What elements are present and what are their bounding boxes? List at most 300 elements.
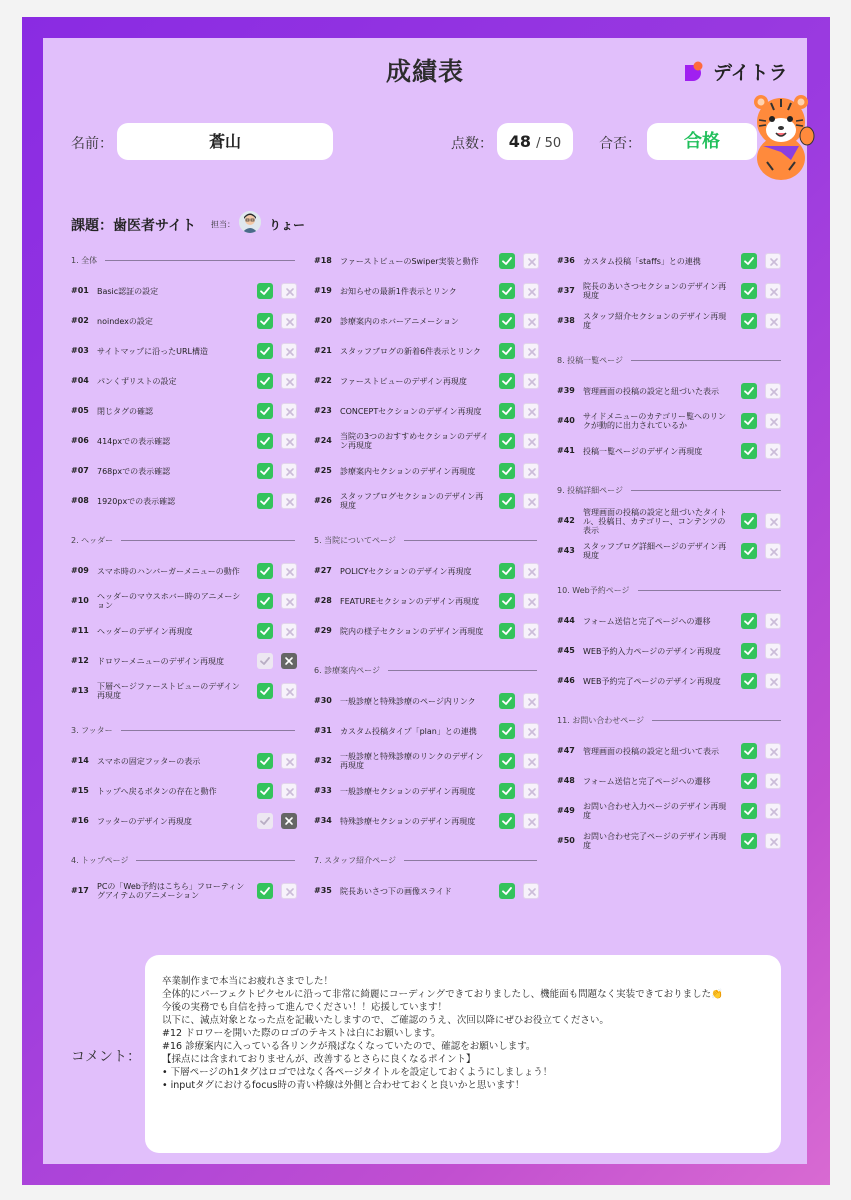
item-number: #27: [314, 566, 332, 575]
section-title: 7. スタッフ紹介ページ: [314, 856, 397, 865]
item-number: #41: [557, 446, 575, 455]
section-title: 3. フッター: [71, 726, 113, 735]
section-divider: [121, 730, 295, 731]
checklist-item: [314, 433, 539, 449]
item-text: CONCEPTセクションのデザイン再現度: [340, 406, 482, 416]
item-text: スタッフブログの新着6件表示とリンク: [340, 346, 481, 356]
comment-line: 【採点には含まれておりませんが、改善するとさらに良くなるポイント】: [162, 1054, 476, 1065]
fail-cross-icon: [523, 373, 539, 389]
fail-cross-icon: [281, 313, 297, 329]
item-text: 下層ページファーストビューのデザイン再現度: [97, 682, 240, 700]
checklist-item: [557, 833, 781, 849]
fail-cross-icon: [281, 403, 297, 419]
pass-check-icon: [741, 643, 757, 659]
item-number: #39: [557, 386, 575, 395]
item-number: #36: [557, 256, 575, 265]
item-number: #31: [314, 726, 332, 735]
item-text: フッターのデザイン再現度: [97, 816, 192, 826]
comment-line: 以下に、減点対象となった点を記載いたしますので、ご確認のうえ、次回以降にぜひお役立てください。: [162, 1015, 609, 1026]
section-divider: [631, 490, 781, 491]
pass-check-icon: [741, 253, 757, 269]
checklist-item: [71, 683, 297, 699]
fail-cross-icon: [523, 253, 539, 269]
item-number: #08: [71, 496, 89, 505]
section-header: [71, 855, 295, 866]
item-text: 当院の3つのおすすめセクションのデザイン再現度: [340, 432, 489, 450]
pass-check-icon: [257, 433, 273, 449]
fail-cross-icon: [281, 373, 297, 389]
name-label: 名前：: [71, 136, 113, 152]
fail-cross-icon: [281, 883, 297, 899]
tutor-avatar: [239, 211, 261, 233]
pass-check-icon: [741, 743, 757, 759]
item-text: 一般診療と特殊診療のページ内リンク: [340, 696, 476, 706]
item-text: 管理画面の投稿の設定と紐づいたタイトル、投稿日、カテゴリー、コンテンツの表示: [583, 507, 727, 535]
fail-cross-icon: [765, 613, 781, 629]
score-value-box: [497, 123, 573, 160]
section-header: [71, 535, 295, 546]
item-text: noindexの設定: [97, 316, 153, 326]
checklist-item: [557, 543, 781, 559]
checklist-item: [314, 463, 539, 479]
item-number: #06: [71, 436, 89, 445]
checklist-item: [557, 383, 781, 399]
item-number: #03: [71, 346, 89, 355]
pass-check-icon: [257, 653, 273, 669]
item-text: PCの「Web予約はこちら」フローティングアイテムのアニメーション: [97, 882, 245, 900]
pass-check-icon: [257, 783, 273, 799]
pass-check-icon: [741, 313, 757, 329]
section-divider: [404, 860, 537, 861]
fail-cross-icon: [523, 343, 539, 359]
item-number: #38: [557, 316, 575, 325]
pass-check-icon: [257, 563, 273, 579]
pass-check-icon: [499, 783, 515, 799]
item-number: #26: [314, 496, 332, 505]
checklist-item: [314, 693, 539, 709]
item-number: #21: [314, 346, 332, 355]
item-text: ファーストビューのSwiper実装と動作: [340, 256, 479, 266]
fail-cross-icon: [523, 563, 539, 579]
checklist-item: [557, 443, 781, 459]
item-text: スタッフブログ詳細ページのデザイン再現度: [583, 542, 727, 560]
pass-check-icon: [499, 753, 515, 769]
checklist-item: [314, 783, 539, 799]
checklist-item: [71, 753, 297, 769]
item-text: 一般診療セクションのデザイン再現度: [340, 786, 476, 796]
logo: [683, 58, 788, 85]
section-header: [71, 725, 295, 736]
item-text: Basic認証の設定: [97, 286, 159, 296]
pass-check-icon: [257, 813, 273, 829]
checklist-item: [557, 613, 781, 629]
checklist-item: [314, 493, 539, 509]
score-sheet: [43, 38, 807, 1164]
pass-check-icon: [741, 673, 757, 689]
pass-check-icon: [741, 413, 757, 429]
fail-cross-icon: [765, 383, 781, 399]
fail-cross-icon: [765, 313, 781, 329]
item-text: お問い合わせ入力ページのデザイン再現度: [583, 802, 727, 820]
item-number: #45: [557, 646, 575, 655]
pass-check-icon: [499, 563, 515, 579]
item-text: スマホの固定フッターの表示: [97, 756, 201, 766]
pass-check-icon: [499, 283, 515, 299]
checklist-item: [314, 313, 539, 329]
fail-cross-icon: [765, 803, 781, 819]
section-header: [557, 355, 781, 366]
section-divider: [652, 720, 781, 721]
checklist-item: [314, 753, 539, 769]
section-title: 10. Web予約ページ: [557, 586, 630, 595]
pass-check-icon: [741, 283, 757, 299]
item-number: #34: [314, 816, 332, 825]
item-text: トップへ戻るボタンの存在と動作: [97, 786, 217, 796]
section-header: [557, 485, 781, 496]
fail-cross-icon: [765, 443, 781, 459]
fail-cross-icon: [765, 543, 781, 559]
pass-label: 合否：: [599, 136, 641, 152]
item-text: スタッフ紹介セクションのデザイン再現度: [583, 312, 727, 330]
name-value: 蒼山: [117, 123, 333, 160]
fail-cross-icon: [523, 463, 539, 479]
item-number: #17: [71, 886, 89, 895]
section-divider: [121, 540, 295, 541]
score-value: 48: [508, 132, 532, 151]
item-text: パンくずリストの設定: [97, 376, 177, 386]
fail-cross-icon: [281, 493, 297, 509]
pass-check-icon: [257, 313, 273, 329]
pass-check-icon: [499, 313, 515, 329]
item-text: カスタム投稿「staffs」との連携: [583, 256, 701, 266]
item-text: サイドメニューのカテゴリー覧へのリンクが動的に出力されているか: [583, 412, 727, 430]
item-number: #22: [314, 376, 332, 385]
item-number: #15: [71, 786, 89, 795]
section-title: 2. ヘッダー: [71, 536, 114, 545]
item-text: フォーム送信と完了ページへの遷移: [583, 616, 711, 626]
logo-text: デイトラ: [713, 62, 788, 84]
pass-check-icon: [741, 773, 757, 789]
item-text: お知らせの最新1件表示とリンク: [340, 286, 457, 296]
item-text: フォーム送信と完了ページへの遷移: [583, 776, 711, 786]
section-header: [557, 585, 781, 596]
item-text: 管理画面の投稿の設定と紐づいて表示: [583, 746, 719, 756]
fail-cross-icon: [523, 403, 539, 419]
fail-cross-icon: [281, 563, 297, 579]
pass-check-icon: [499, 253, 515, 269]
item-number: #01: [71, 286, 89, 295]
section-divider: [105, 260, 295, 261]
item-number: #44: [557, 616, 575, 625]
checklist-item: [557, 643, 781, 659]
fail-cross-icon: [281, 283, 297, 299]
section-header: [557, 715, 781, 726]
checklist-item: [314, 403, 539, 419]
fail-cross-icon: [281, 653, 297, 669]
item-number: #29: [314, 626, 332, 635]
item-number: #37: [557, 286, 575, 295]
checklist-item: [314, 253, 539, 269]
item-text: 診療案内セクションのデザイン再現度: [340, 466, 476, 476]
pass-check-icon: [741, 383, 757, 399]
fail-cross-icon: [523, 593, 539, 609]
score-label: 点数：: [451, 136, 493, 152]
item-number: #14: [71, 756, 89, 765]
fail-cross-icon: [523, 283, 539, 299]
comment-line: #16 診療案内に入っている各リンクが飛ばなくなっていたので、確認をお願いします。: [162, 1041, 536, 1052]
tutor-label: 担当：: [211, 220, 235, 229]
item-text: サイトマップに沿ったURL構造: [97, 346, 208, 356]
pass-check-icon: [499, 813, 515, 829]
pass-check-icon: [741, 513, 757, 529]
fail-cross-icon: [523, 493, 539, 509]
item-text: 投稿一覧ページのデザイン再現度: [583, 446, 703, 456]
score-total: / 50: [536, 136, 562, 151]
checklist-item: [557, 803, 781, 819]
checklist-item: [71, 783, 297, 799]
fail-cross-icon: [523, 433, 539, 449]
pass-check-icon: [499, 593, 515, 609]
checklist-item: [314, 373, 539, 389]
comment-line: • 下層ページのh1タグはロゴではなく各ページタイトルを設定しておくようにしましょう！: [162, 1067, 553, 1078]
section-divider: [631, 360, 781, 361]
item-number: #04: [71, 376, 89, 385]
pass-check-icon: [741, 613, 757, 629]
tiger-mascot-icon: [747, 90, 815, 180]
daytra-logo-icon: [683, 61, 705, 83]
fail-cross-icon: [281, 343, 297, 359]
pass-check-icon: [499, 373, 515, 389]
checklist-item: [557, 773, 781, 789]
section-divider: [388, 670, 537, 671]
item-text: 管理画面の投稿の設定と紐づいた表示: [583, 386, 719, 396]
pass-check-icon: [499, 403, 515, 419]
fail-cross-icon: [765, 643, 781, 659]
item-text: スマホ時のハンバーガーメニューの動作: [97, 566, 240, 576]
item-text: ドロワーメニューのデザイン再現度: [97, 656, 225, 666]
checklist-item: [314, 593, 539, 609]
item-number: #13: [71, 686, 89, 695]
fail-cross-icon: [765, 513, 781, 529]
item-number: #43: [557, 546, 575, 555]
item-text: FEATUREセクションのデザイン再現度: [340, 596, 480, 606]
comment-line: • inputタグにおけるfocus時の青い枠線は外側と合わせておくと良いかと思います！: [162, 1080, 525, 1091]
fail-cross-icon: [765, 833, 781, 849]
item-text: 院長あいさつ下の画像スライド: [340, 886, 452, 896]
fail-cross-icon: [281, 813, 297, 829]
item-text: 診療案内のホバーアニメーション: [340, 316, 459, 326]
fail-cross-icon: [523, 883, 539, 899]
item-number: #10: [71, 596, 89, 605]
fail-cross-icon: [765, 253, 781, 269]
fail-cross-icon: [765, 773, 781, 789]
comment-line: 全体的にパーフェクトピクセルに沿って非常に綺麗にコーディングできておりましたし、機能面も問題なく実装できておりました👏: [162, 989, 723, 1000]
item-text: WEB予約完了ページのデザイン再現度: [583, 676, 721, 686]
checklist-item: [557, 507, 781, 535]
comment-line: 今後の実務でも自信を持って進んでください！！応援しています！: [162, 1002, 448, 1013]
pass-check-icon: [741, 803, 757, 819]
fail-cross-icon: [523, 693, 539, 709]
checklist-item: [557, 313, 781, 329]
pass-check-icon: [257, 373, 273, 389]
section-header: [71, 255, 295, 266]
item-number: #35: [314, 886, 332, 895]
item-number: #47: [557, 746, 575, 755]
checklist-item: [71, 463, 297, 479]
pass-check-icon: [499, 723, 515, 739]
pass-check-icon: [257, 493, 273, 509]
pass-check-icon: [257, 463, 273, 479]
section-title: 8. 投稿一覧ページ: [557, 356, 624, 365]
checklist-item: [557, 673, 781, 689]
pass-check-icon: [257, 283, 273, 299]
item-number: #28: [314, 596, 332, 605]
pass-check-icon: [257, 683, 273, 699]
checklist-item: [557, 743, 781, 759]
fail-cross-icon: [765, 283, 781, 299]
item-number: #18: [314, 256, 332, 265]
fail-cross-icon: [281, 593, 297, 609]
item-number: #46: [557, 676, 575, 685]
checklist-item: [314, 883, 539, 899]
item-text: 院内の様子セクションのデザイン再現度: [340, 626, 484, 636]
pass-check-icon: [499, 883, 515, 899]
tutor-name: りょー: [269, 218, 306, 232]
item-text: 768pxでの表示確認: [97, 466, 171, 476]
checklist-item: [71, 593, 297, 609]
fail-cross-icon: [765, 743, 781, 759]
checklist-item: [71, 563, 297, 579]
page-title: 成績表: [385, 57, 464, 86]
fail-cross-icon: [523, 313, 539, 329]
pass-check-icon: [257, 883, 273, 899]
task-label: 課題：歯医者サイト: [71, 218, 197, 234]
checklist-item: [71, 883, 297, 899]
fail-cross-icon: [523, 813, 539, 829]
section-title: 5. 当院についてページ: [314, 536, 396, 545]
section-header: [314, 665, 537, 676]
item-number: #19: [314, 286, 332, 295]
checklist-item: [314, 813, 539, 829]
item-text: ヘッダーのマウスホバー時のアニメーション: [97, 592, 241, 610]
checklist-item: [71, 433, 297, 449]
checklist-item: [314, 623, 539, 639]
item-text: スタッフブログセクションのデザイン再現度: [340, 492, 484, 510]
item-text: 院長のあいさつセクションのデザイン再現度: [583, 282, 727, 300]
checklist-item: [557, 413, 781, 429]
section-title: 4. トップページ: [71, 856, 129, 865]
fail-cross-icon: [523, 623, 539, 639]
fail-cross-icon: [281, 463, 297, 479]
fail-cross-icon: [281, 433, 297, 449]
item-number: #49: [557, 806, 575, 815]
fail-cross-icon: [523, 783, 539, 799]
pass-check-icon: [257, 343, 273, 359]
fail-cross-icon: [281, 683, 297, 699]
item-number: #11: [71, 626, 89, 635]
section-header: [314, 855, 537, 866]
pass-check-icon: [499, 493, 515, 509]
checklist-item: [71, 653, 297, 669]
comment-line: 卒業制作まで本当にお疲れさまでした！: [162, 976, 334, 987]
item-number: #32: [314, 756, 332, 765]
section-title: 9. 投稿詳細ページ: [557, 486, 624, 495]
checklist-item: [71, 403, 297, 419]
item-text: WEB予約入力ページのデザイン再現度: [583, 646, 721, 656]
fail-cross-icon: [281, 623, 297, 639]
section-divider: [638, 590, 781, 591]
checklist-item: [314, 723, 539, 739]
item-text: 414pxでの表示確認: [97, 436, 171, 446]
checklist-item: [314, 343, 539, 359]
section-title: 1. 全体: [71, 256, 98, 265]
item-text: 1920pxでの表示確認: [97, 496, 176, 506]
checklist-item: [557, 283, 781, 299]
comment-line: #12 ドロワーを開いた際のロゴのテキストは白にお願いします。: [162, 1028, 441, 1039]
pass-check-icon: [499, 463, 515, 479]
section-divider: [136, 860, 295, 861]
fail-cross-icon: [281, 783, 297, 799]
item-text: POLICYセクションのデザイン再現度: [340, 566, 472, 576]
pass-check-icon: [741, 443, 757, 459]
item-text: カスタム投稿タイプ「plan」との連携: [340, 726, 477, 736]
comment-label: コメント：: [71, 1049, 141, 1065]
item-number: #24: [314, 436, 332, 445]
pass-check-icon: [741, 833, 757, 849]
item-number: #07: [71, 466, 89, 475]
item-number: #05: [71, 406, 89, 415]
item-number: #20: [314, 316, 332, 325]
item-text: お問い合わせ完了ページのデザイン再現度: [583, 832, 727, 850]
checklist-item: [71, 283, 297, 299]
section-title: 11. お問い合わせページ: [557, 716, 645, 725]
fail-cross-icon: [523, 753, 539, 769]
item-text: ヘッダーのデザイン再現度: [97, 626, 193, 636]
item-number: #02: [71, 316, 89, 325]
item-number: #12: [71, 656, 89, 665]
item-number: #23: [314, 406, 332, 415]
item-text: 特殊診療セクションのデザイン再現度: [340, 816, 476, 826]
checklist-item: [314, 283, 539, 299]
pass-check-icon: [257, 623, 273, 639]
comment-text: [162, 975, 772, 1092]
section-divider: [404, 540, 537, 541]
checklist-item: [557, 253, 781, 269]
pass-check-icon: [499, 343, 515, 359]
item-number: #40: [557, 416, 575, 425]
item-number: #33: [314, 786, 332, 795]
item-number: #50: [557, 836, 575, 845]
checklist-item: [314, 563, 539, 579]
checklist-item: [71, 373, 297, 389]
gradient-frame: [22, 17, 830, 1185]
checklist-item: [71, 813, 297, 829]
checklist-item: [71, 313, 297, 329]
pass-check-icon: [499, 623, 515, 639]
comment-box: [145, 955, 781, 1153]
item-text: ファーストビューのデザイン再現度: [340, 376, 467, 386]
section-header: [314, 535, 537, 546]
fail-cross-icon: [765, 413, 781, 429]
checklist-item: [71, 343, 297, 359]
item-number: #30: [314, 696, 332, 705]
fail-cross-icon: [523, 723, 539, 739]
pass-value: 合格: [647, 123, 757, 160]
item-text: 一般診療と特殊診療のリンクのデザイン再現度: [340, 752, 484, 770]
pass-check-icon: [257, 593, 273, 609]
pass-check-icon: [257, 403, 273, 419]
item-number: #48: [557, 776, 575, 785]
